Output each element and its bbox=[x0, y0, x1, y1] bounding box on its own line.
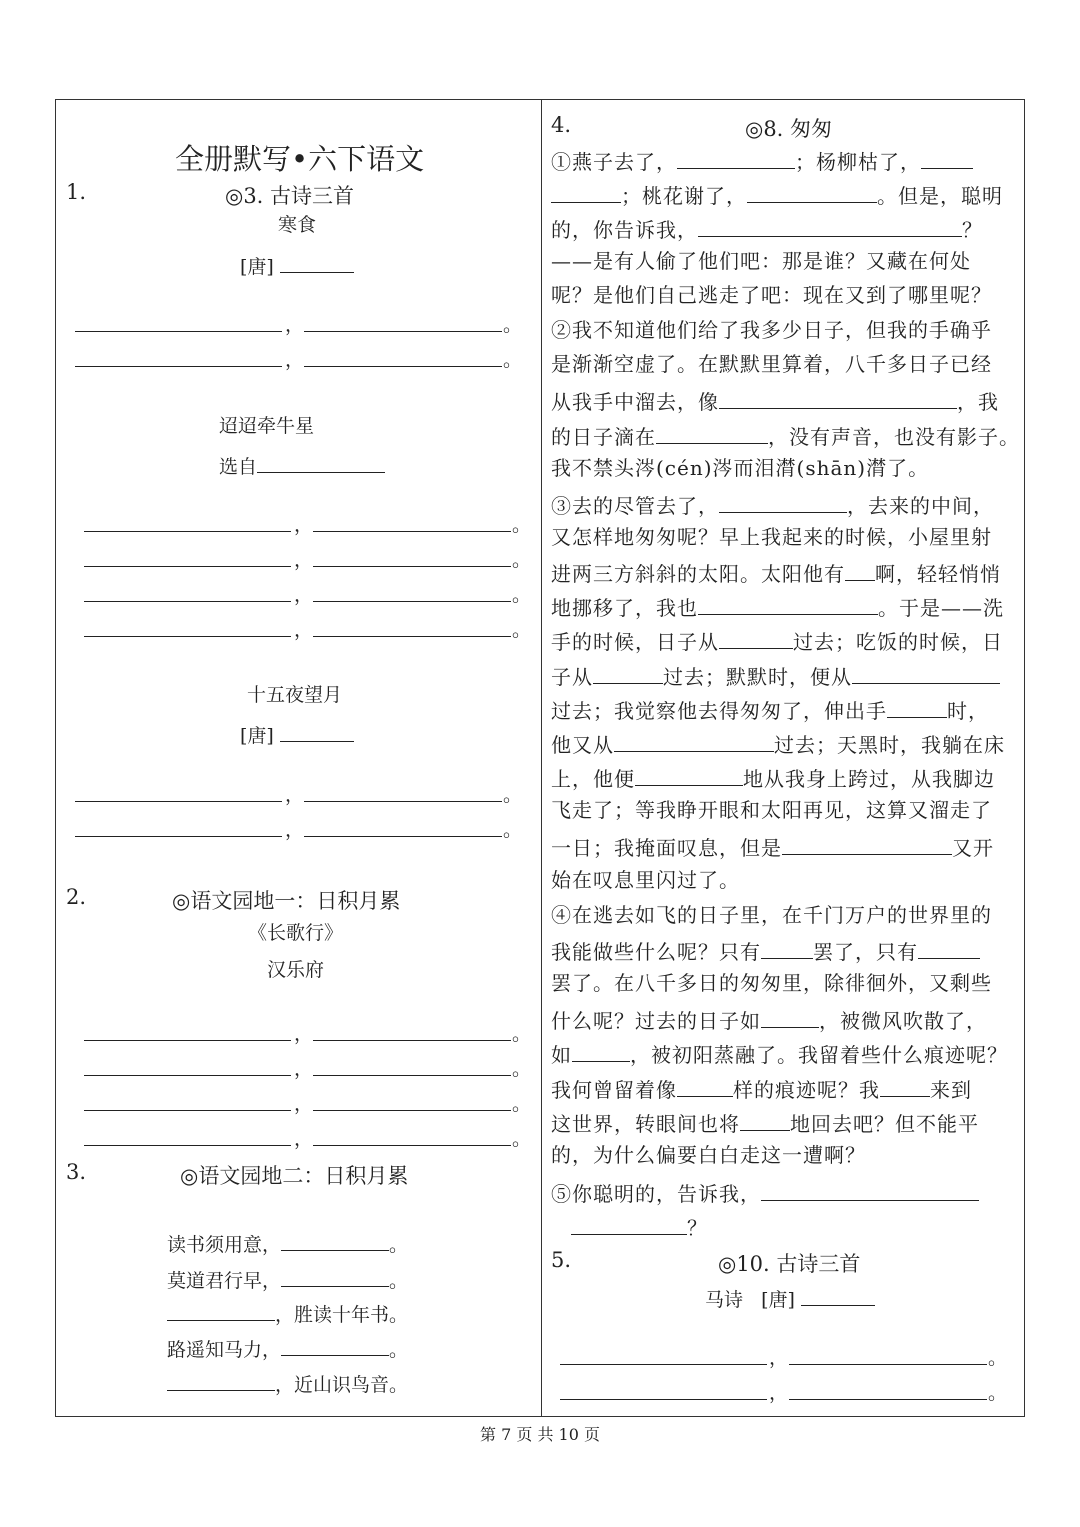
proverb-text: 莫道君行早， bbox=[167, 1270, 282, 1292]
period: 。 bbox=[512, 514, 532, 536]
text-line bbox=[551, 766, 995, 789]
blank-line[interactable] bbox=[304, 331, 502, 332]
blank-line[interactable] bbox=[789, 1399, 987, 1400]
source-prefix: 选自 bbox=[219, 456, 258, 478]
poem-hanshi-author bbox=[240, 253, 354, 277]
blank-line[interactable] bbox=[75, 331, 282, 332]
text: ，被初阳蒸融了。我留着些什么痕迹呢？ bbox=[630, 1043, 1008, 1067]
text-line bbox=[551, 493, 994, 516]
fill-blank[interactable] bbox=[880, 1077, 930, 1097]
blank-line[interactable] bbox=[84, 566, 291, 567]
text: 进两三方斜斜的太阳。太阳他有 bbox=[551, 562, 845, 586]
text: 啊，轻轻悄悄 bbox=[875, 562, 1001, 586]
blank-line[interactable] bbox=[84, 1075, 291, 1076]
blank-line[interactable] bbox=[313, 636, 511, 637]
text-line bbox=[551, 1077, 972, 1100]
text-line bbox=[551, 1042, 1008, 1065]
blank-line[interactable] bbox=[84, 1040, 291, 1041]
comma: ， bbox=[285, 314, 305, 336]
text-line: ④在逃去如飞的日子里，在千门万户的世界里的 bbox=[551, 903, 992, 927]
text-line: 呢？是他们自己逃走了吧：现在又到了哪里呢？ bbox=[551, 283, 992, 307]
text-line: 我不禁头涔(cén)涔而泪潸(shān)潸了。 bbox=[551, 456, 930, 480]
text: 过去；默默时，便从 bbox=[663, 665, 852, 689]
author-blank[interactable] bbox=[280, 253, 354, 273]
text-line: 的，为什么偏要白白走这一遭啊？ bbox=[551, 1143, 866, 1167]
blank-line[interactable] bbox=[84, 531, 291, 532]
period: 。 bbox=[512, 1023, 532, 1045]
page-title: 全册默写•六下语文 bbox=[175, 142, 425, 176]
text-line: 又怎样地匆匆呢？早上我起来的时候，小屋里射 bbox=[551, 525, 992, 549]
text-line bbox=[551, 149, 973, 172]
period: 。 bbox=[512, 549, 532, 571]
text: 上，他便 bbox=[551, 767, 635, 791]
text: ？ bbox=[687, 1216, 708, 1240]
text-line bbox=[551, 1008, 987, 1031]
text-line bbox=[551, 732, 1005, 755]
comma: ， bbox=[285, 349, 305, 371]
proverb-line-5 bbox=[167, 1371, 408, 1395]
text-line bbox=[551, 939, 980, 962]
author-prefix: [唐] bbox=[240, 256, 274, 278]
section-5-heading: ◎10. 古诗三首 bbox=[718, 1252, 861, 1276]
proverb-line-3 bbox=[167, 1301, 408, 1325]
blank-line[interactable] bbox=[313, 1075, 511, 1076]
period: 。 bbox=[512, 619, 532, 641]
comma: ， bbox=[285, 819, 305, 841]
text: 什么呢？过去的日子如 bbox=[551, 1009, 761, 1033]
proverb-line-2 bbox=[167, 1267, 408, 1291]
author-prefix: [唐] bbox=[240, 725, 274, 747]
column-divider bbox=[541, 99, 542, 1417]
fill-blank[interactable] bbox=[698, 595, 878, 615]
author-prefix: [唐] bbox=[761, 1289, 795, 1311]
blank-line[interactable] bbox=[313, 1110, 511, 1111]
comma: ， bbox=[769, 1347, 789, 1369]
author-blank[interactable] bbox=[801, 1286, 875, 1306]
poem-changgexing-author: 汉乐府 bbox=[267, 959, 325, 981]
section-3-heading: ◎语文园地二：日积月累 bbox=[180, 1164, 409, 1188]
text-line bbox=[551, 835, 994, 858]
text-line bbox=[551, 1111, 979, 1134]
section-1-heading: ◎3. 古诗三首 bbox=[225, 184, 355, 208]
text: 又开 bbox=[952, 836, 994, 860]
text-line bbox=[551, 595, 1004, 618]
text-line bbox=[551, 389, 999, 412]
text: ；杨柳枯了， bbox=[795, 150, 921, 174]
blank-line[interactable] bbox=[313, 531, 511, 532]
text: 这世界，转眼间也将 bbox=[551, 1112, 740, 1136]
poem-tiaotiao-title: 迢迢牵牛星 bbox=[219, 415, 315, 437]
poem-changgexing-title: 《长歌行》 bbox=[248, 922, 344, 944]
proverb-text: 。 bbox=[389, 1234, 409, 1256]
fill-blank[interactable] bbox=[719, 629, 793, 649]
proverb-blank[interactable] bbox=[281, 1267, 389, 1287]
fill-blank[interactable] bbox=[635, 766, 743, 786]
comma: ， bbox=[294, 549, 314, 571]
page-footer: 第 7 页 共 10 页 bbox=[480, 1425, 600, 1444]
blank-line[interactable] bbox=[75, 801, 282, 802]
section-4-heading: ◎8. 匆匆 bbox=[745, 117, 833, 141]
proverb-text: 路遥知马力， bbox=[167, 1339, 282, 1361]
text: 时， bbox=[947, 699, 989, 723]
proverb-blank[interactable] bbox=[281, 1231, 389, 1251]
comma: ， bbox=[294, 514, 314, 536]
author-blank[interactable] bbox=[280, 722, 354, 742]
text-line: 罢了。在八千多日的匆匆里，除徘徊外，又剩些 bbox=[551, 971, 992, 995]
text-line: ②我不知道他们给了我多少日子，但我的手确乎 bbox=[551, 318, 992, 342]
blank-line[interactable] bbox=[84, 636, 291, 637]
fill-blank[interactable] bbox=[572, 1042, 630, 1062]
fill-blank[interactable] bbox=[677, 1077, 733, 1097]
comma: ， bbox=[294, 1093, 314, 1115]
text: 。于是——洗 bbox=[878, 596, 1004, 620]
proverb-text: 读书须用意， bbox=[167, 1234, 282, 1256]
blank-line[interactable] bbox=[84, 601, 291, 602]
text-line bbox=[551, 698, 989, 721]
comma: ， bbox=[294, 1023, 314, 1045]
poem-hanshi-title: 寒食 bbox=[278, 214, 317, 236]
fill-blank[interactable] bbox=[614, 732, 774, 752]
period: 。 bbox=[503, 349, 523, 371]
fill-blank[interactable] bbox=[656, 424, 768, 444]
blank-line[interactable] bbox=[304, 801, 502, 802]
fill-blank[interactable] bbox=[571, 1215, 687, 1235]
text: 过去；我觉察他去得匆匆了，伸出手 bbox=[551, 699, 887, 723]
text: 一日；我掩面叹息，但是 bbox=[551, 836, 782, 860]
blank-line[interactable] bbox=[313, 566, 511, 567]
fill-blank[interactable] bbox=[918, 939, 980, 959]
text: 我能做些什么呢？只有 bbox=[551, 940, 761, 964]
period: 。 bbox=[988, 1382, 1008, 1404]
period: 。 bbox=[512, 1128, 532, 1150]
blank-line[interactable] bbox=[313, 1145, 511, 1146]
text: 的，你告诉我， bbox=[551, 218, 698, 242]
text-line bbox=[551, 183, 1003, 206]
text: ，去来的中间， bbox=[847, 494, 994, 518]
text: 罢了，只有 bbox=[813, 940, 918, 964]
fill-blank[interactable] bbox=[719, 389, 957, 409]
fill-blank[interactable] bbox=[845, 561, 875, 581]
blank-line[interactable] bbox=[313, 601, 511, 602]
fill-blank[interactable] bbox=[551, 183, 621, 203]
period: 。 bbox=[512, 1093, 532, 1115]
blank-line[interactable] bbox=[75, 836, 282, 837]
section-4-number: 4. bbox=[551, 113, 572, 137]
proverb-blank[interactable] bbox=[281, 1336, 389, 1356]
text-line: ——是有人偷了他们吧：那是谁？又藏在何处 bbox=[551, 249, 971, 273]
proverb-text: 。 bbox=[389, 1270, 409, 1292]
poem-shiwuye-title: 十五夜望月 bbox=[247, 684, 343, 706]
text: ⑤你聪明的，告诉我， bbox=[551, 1182, 761, 1206]
text: 地从我身上跨过，从我脚边 bbox=[743, 767, 995, 791]
period: 。 bbox=[512, 584, 532, 606]
section-2-heading: ◎语文园地一：日积月累 bbox=[172, 889, 401, 913]
fill-blank[interactable] bbox=[593, 664, 663, 684]
proverb-line-1 bbox=[167, 1231, 408, 1255]
period: 。 bbox=[503, 819, 523, 841]
comma: ， bbox=[769, 1382, 789, 1404]
text: ；桃花谢了， bbox=[621, 184, 747, 208]
comma: ， bbox=[294, 1128, 314, 1150]
period: 。 bbox=[503, 314, 523, 336]
poem-tiaotiao-source bbox=[219, 453, 385, 477]
text: 过去；吃饭的时候，日 bbox=[793, 630, 1003, 654]
proverb-blank[interactable] bbox=[167, 1371, 275, 1391]
fill-blank[interactable] bbox=[761, 1008, 819, 1028]
fill-blank[interactable] bbox=[677, 149, 795, 169]
proverb-line-4 bbox=[167, 1336, 408, 1360]
text-line bbox=[551, 664, 1000, 687]
text: 从我手中溜去，像 bbox=[551, 390, 719, 414]
proverb-text: 。 bbox=[389, 1339, 409, 1361]
comma: ， bbox=[294, 584, 314, 606]
period: 。 bbox=[988, 1347, 1008, 1369]
text: ③去的尽管去了， bbox=[551, 494, 719, 518]
blank-line[interactable] bbox=[304, 836, 502, 837]
text: 地挪移了，我也 bbox=[551, 596, 698, 620]
period: 。 bbox=[512, 1058, 532, 1080]
text-line: 是渐渐空虚了。在默默里算着，八千多日子已经 bbox=[551, 352, 992, 376]
blank-line[interactable] bbox=[84, 1145, 291, 1146]
text: 。但是，聪明 bbox=[877, 184, 1003, 208]
fill-blank[interactable] bbox=[719, 493, 847, 513]
fill-blank[interactable] bbox=[698, 217, 962, 237]
fill-blank[interactable] bbox=[852, 664, 1000, 684]
section-1-number: 1. bbox=[66, 180, 87, 204]
fill-blank[interactable] bbox=[761, 939, 813, 959]
text-line bbox=[571, 1215, 708, 1238]
text: 的日子滴在 bbox=[551, 425, 656, 449]
text: 子从 bbox=[551, 665, 593, 689]
proverb-text: ，近山识鸟音。 bbox=[275, 1374, 409, 1396]
section-3-number: 3. bbox=[66, 1160, 87, 1184]
text: ，被微风吹散了， bbox=[819, 1009, 987, 1033]
text: ，没有声音，也没有影子。 bbox=[768, 425, 1020, 449]
blank-line[interactable] bbox=[304, 366, 502, 367]
fill-blank[interactable] bbox=[887, 698, 947, 718]
source-blank[interactable] bbox=[257, 453, 385, 473]
text: 样的痕迹呢？我 bbox=[733, 1078, 880, 1102]
proverb-blank[interactable] bbox=[167, 1301, 275, 1321]
poem-mashi-title-line bbox=[705, 1286, 875, 1310]
text-line bbox=[551, 561, 1001, 584]
blank-line[interactable] bbox=[84, 1110, 291, 1111]
fill-blank[interactable] bbox=[761, 1181, 979, 1201]
text: ？ bbox=[962, 218, 983, 242]
text: 地回去吧？但不能平 bbox=[790, 1112, 979, 1136]
fill-blank[interactable] bbox=[747, 183, 877, 203]
blank-line[interactable] bbox=[313, 1040, 511, 1041]
blank-line[interactable] bbox=[75, 366, 282, 367]
text-line bbox=[551, 217, 983, 240]
text: 如 bbox=[551, 1043, 572, 1067]
text: ，我 bbox=[957, 390, 999, 414]
proverb-text: ，胜读十年书。 bbox=[275, 1304, 409, 1326]
text: 我何曾留着像 bbox=[551, 1078, 677, 1102]
blank-line[interactable] bbox=[560, 1399, 767, 1400]
text: 他又从 bbox=[551, 733, 614, 757]
text-line bbox=[551, 629, 1003, 652]
fill-blank[interactable] bbox=[782, 835, 952, 855]
text: 来到 bbox=[930, 1078, 972, 1102]
comma: ， bbox=[294, 619, 314, 641]
poem-title: 马诗 bbox=[705, 1289, 744, 1311]
blank-line[interactable] bbox=[560, 1364, 767, 1365]
text-line bbox=[551, 424, 1020, 447]
comma: ， bbox=[294, 1058, 314, 1080]
blank-line[interactable] bbox=[789, 1364, 987, 1365]
comma: ， bbox=[285, 784, 305, 806]
text: 过去；天黑时，我躺在床 bbox=[774, 733, 1005, 757]
period: 。 bbox=[503, 784, 523, 806]
fill-blank[interactable] bbox=[740, 1111, 790, 1131]
text: 手的时候，日子从 bbox=[551, 630, 719, 654]
text-line: 飞走了；等我睁开眼和太阳再见，这算又溜走了 bbox=[551, 798, 992, 822]
text: ①燕子去了， bbox=[551, 150, 677, 174]
section-5-number: 5. bbox=[551, 1248, 572, 1272]
text-line: 始在叹息里闪过了。 bbox=[551, 868, 740, 892]
text-line bbox=[551, 1181, 979, 1204]
poem-shiwuye-author bbox=[240, 722, 354, 746]
section-2-number: 2. bbox=[66, 885, 87, 909]
fill-blank[interactable] bbox=[921, 149, 973, 169]
